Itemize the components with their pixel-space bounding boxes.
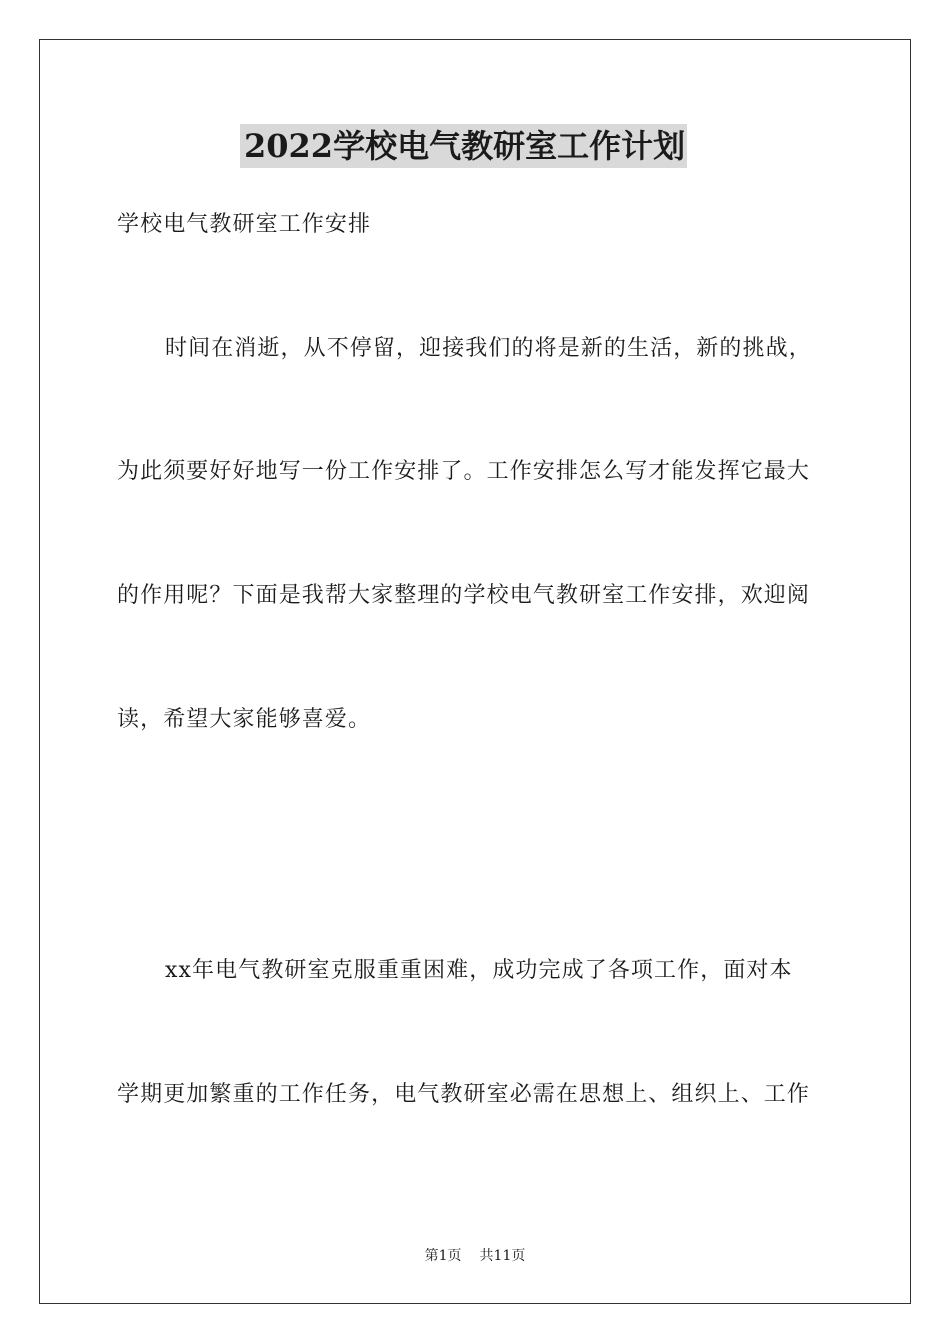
paragraph-line: 读，希望大家能够喜爱。 xyxy=(117,707,372,732)
paragraph-line: 时间在消逝，从不停留，迎接我们的将是新的生活，新的挑战， xyxy=(165,336,812,361)
paragraph-line: xx年电气教研室克服重重困难，成功完成了各项工作，面对本 xyxy=(165,958,793,983)
document-subtitle: 学校电气教研室工作安排 xyxy=(117,212,372,237)
total-pages: 共11页 xyxy=(479,1248,526,1264)
paragraph-line: 的作用呢？下面是我帮大家整理的学校电气教研室工作安排，欢迎阅 xyxy=(117,583,811,608)
page-number: 第1页 xyxy=(424,1248,462,1264)
page-footer xyxy=(0,1246,950,1266)
paragraph-line: 学期更加繁重的工作任务，电气教研室必需在思想上、组织上、工作 xyxy=(117,1082,811,1107)
paragraph-line: 为此须要好好地写一份工作安排了。工作安排怎么写才能发挥它最大 xyxy=(117,459,811,484)
document-title: 2022学校电气教研室工作计划 xyxy=(240,124,687,168)
